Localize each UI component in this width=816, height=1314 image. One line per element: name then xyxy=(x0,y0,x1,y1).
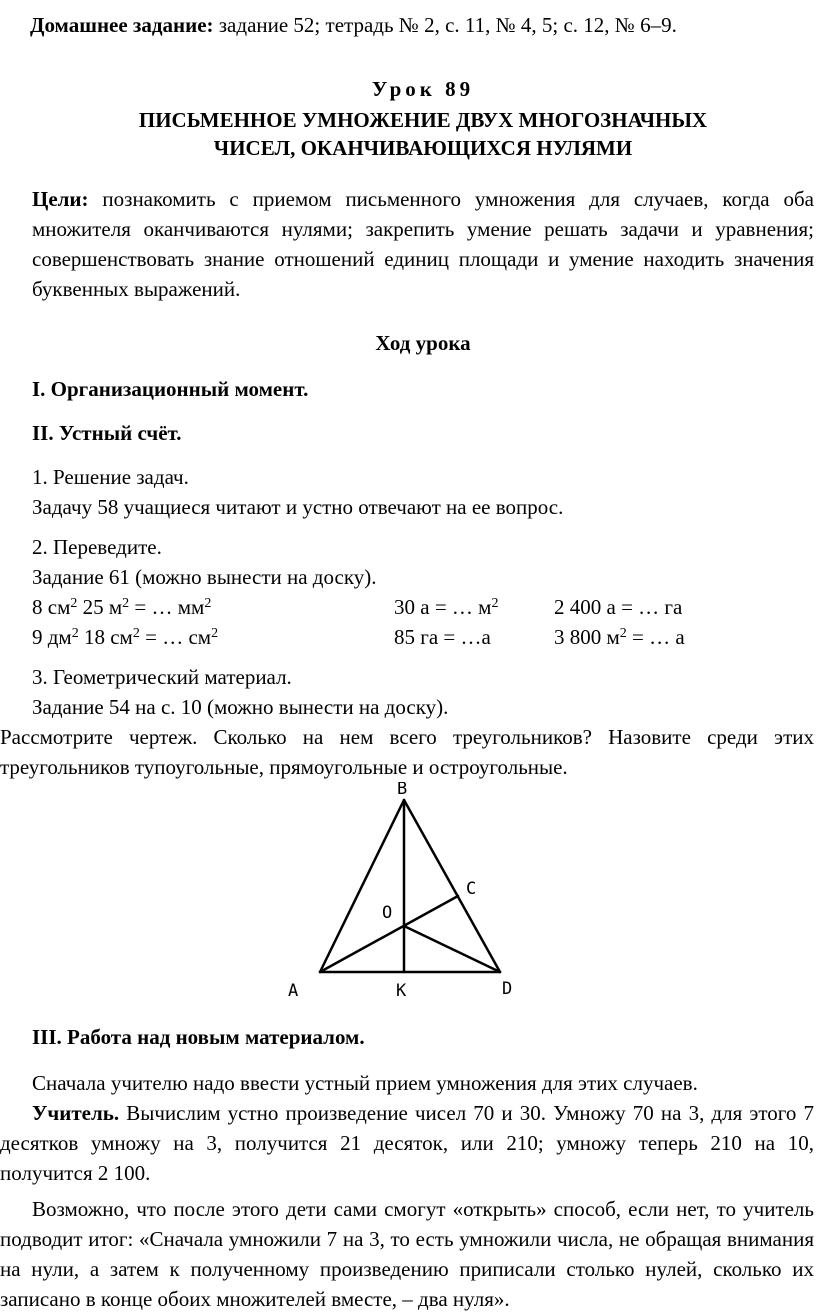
homework-line xyxy=(30,10,814,40)
conversion-1c: 2 400 а = … га xyxy=(554,595,683,619)
section-2-heading xyxy=(32,418,814,448)
conversion-row-2 xyxy=(32,622,814,652)
teacher-label: Учитель. xyxy=(32,1101,120,1125)
edge-ab xyxy=(320,800,404,972)
item-2-title: 2. Переведите. xyxy=(32,535,162,559)
item-1-title: 1. Решение задач. xyxy=(32,465,189,489)
segment-od xyxy=(404,926,500,972)
item-3-text: Задание 54 на с. 10 (можно вынести на доску). xyxy=(32,695,449,719)
lesson-title-line1: ПИСЬМЕННОЕ УМНОЖЕНИЕ ДВУХ МНОГОЗНАЧНЫХ xyxy=(138,108,708,132)
label-k: K xyxy=(396,981,407,1001)
conversion-row-1 xyxy=(32,592,814,622)
section-3-text: III. Работа над новым материалом. xyxy=(32,1025,365,1049)
label-d: D xyxy=(502,979,513,999)
goals-label: Цели: xyxy=(32,187,89,211)
paragraph-1: Сначала учителю надо ввести устный прием умножения для этих случаев. xyxy=(32,1071,698,1095)
label-b: B xyxy=(397,782,408,799)
section-2-text: II. Устный счёт. xyxy=(32,421,182,445)
course-heading-text: Ход урока xyxy=(375,331,471,355)
conversion-2a: 9 $дм^2$ 18 $см^2$ = … $см^2$ xyxy=(32,625,219,649)
edge-bd xyxy=(404,800,500,972)
section-1-text: I. Организационный момент. xyxy=(32,377,309,401)
document-page xyxy=(0,10,814,1314)
label-c: C xyxy=(466,879,477,899)
homework-label: Домашнее задание: xyxy=(30,13,214,37)
paragraph-3: Возможно, что после этого дети сами смогут «открыть» способ, если нет, то учитель подводит итог: «Сначала умножили 7 на 3, то есть умножили числа, не обращая внимания на нули, а затем к полученному произведению приписали столько нулей, сколько их записано в конце обоих множителей вместе, – два нуля». xyxy=(0,1197,814,1311)
goals-paragraph xyxy=(32,184,814,304)
triangle-figure xyxy=(32,782,814,1022)
course-heading xyxy=(32,328,814,358)
lesson-number: Урок 89 xyxy=(371,77,475,101)
item-2-text: Задание 61 (можно вынести на доску). xyxy=(32,565,377,589)
paragraph-2 xyxy=(0,1098,814,1188)
conversion-1a: 8 $см^2$ 25 $м^2$ = … $мм^2$ xyxy=(32,595,212,619)
goals-text: познакомить с приемом письменного умножения для случаев, когда оба множителя оканчиваются нулями; закрепить умение решать задачи и уравнения; совершенствовать знание отношений единиц площади и умение находить значения буквенных выражений. xyxy=(32,187,814,301)
label-o: O xyxy=(382,903,393,923)
paragraph-2-text: Вычислим устно произведение чисел 70 и 30. Умножу 70 на 3, для этого 7 десятков умножу на 3, получится 21 десяток, или 210; умножу теперь 210 на 10, получится 2 100. xyxy=(0,1101,814,1185)
label-a: A xyxy=(288,981,299,1001)
item-1-text: Задачу 58 учащиеся читают и устно отвечают на ее вопрос. xyxy=(32,495,564,519)
section-1-heading xyxy=(32,374,814,404)
conversion-2c: 3 800 $м^2$ = … а xyxy=(554,625,685,649)
item-3-title: 3. Геометрический материал. xyxy=(32,665,292,689)
item-3-question: Рассмотрите чертеж. Сколько на нем всего треугольников? Назовите среди этих треугольников тупоугольные, прямоугольные и остроугольные. xyxy=(0,725,814,779)
homework-text: задание 52; тетрадь № 2, с. 11, № 4, 5; с. 12, № 6–9. xyxy=(213,13,677,37)
conversion-1b: 30 а = … $м^2$ xyxy=(394,595,499,619)
lesson-title-line2: ЧИСЕЛ, ОКАНЧИВАЮЩИХСЯ НУЛЯМИ xyxy=(213,136,633,160)
conversion-2b: 85 га = …а xyxy=(394,625,491,649)
section-3-heading xyxy=(32,1022,814,1052)
triangle-diagram xyxy=(284,782,524,1014)
